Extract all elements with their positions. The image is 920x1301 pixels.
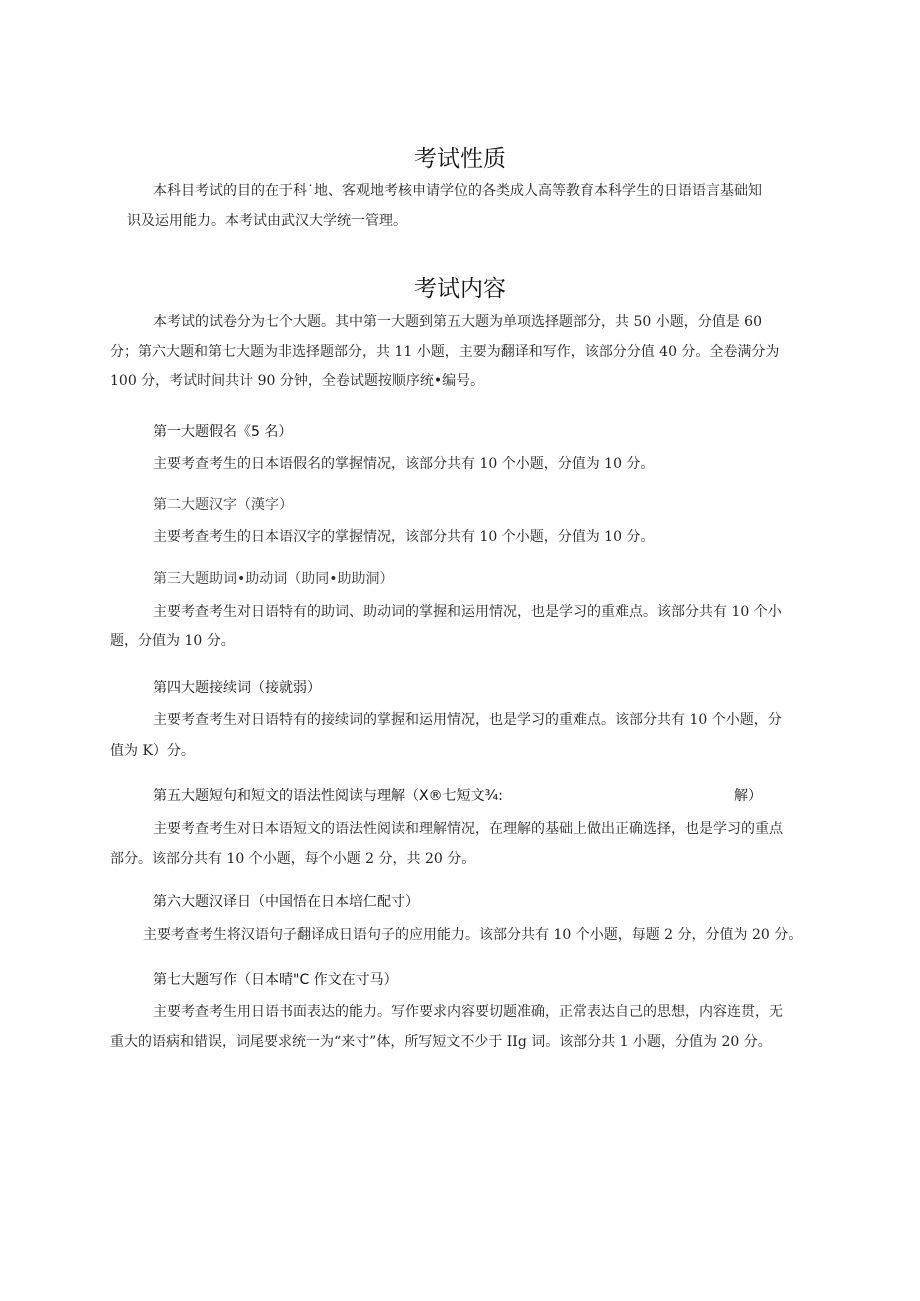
- content-paragraph-line-2: 分；第六大题和第七大题为非选择题部分，共 11 小题，主要为翻译和写作，该部分分值 40 分。全卷满分为: [110, 344, 780, 360]
- title-exam-nature: 考试性质: [414, 146, 506, 172]
- part-3-heading: 第三大题助词•助动词（助同•助助洞）: [153, 571, 394, 587]
- title-exam-content: 考试内容: [414, 276, 506, 302]
- part-7-description-line-2: 重大的语病和错误，词尾要求统一为“来寸”体，所写短文不少于 IIg 词。该部分共 1 小题，分值为 20 分。: [110, 1034, 772, 1050]
- part-6-description: 主要考查考生将汉语句子翻译成日语句子的应用能力。该部分共有 10 个小题，每题 2 分，分值为 20 分。: [143, 927, 803, 943]
- part-5-heading: 第五大题短句和短文的语法性阅读与理解（X®七短文¾:: [153, 788, 503, 804]
- part-2-heading: 第二大题汉字（漢字）: [153, 497, 293, 513]
- nature-paragraph-line-2: 识及运用能力。本考试由武汉大学统一管理。: [127, 213, 407, 229]
- part-1-description: 主要考查考生的日本语假名的掌握情况，该部分共有 10 个小题，分值为 10 分。: [153, 456, 655, 472]
- part-5-heading-tail: 解）: [734, 788, 762, 804]
- part-4-heading: 第四大题接续词（接就弱）: [153, 680, 321, 696]
- part-3-description-line-2: 题，分值为 10 分。: [110, 633, 235, 649]
- part-7-description-line-1: 主要考查考生用日语书面表达的能力。写作要求内容要切题准确，正常表达自己的思想，内容连贯，无: [153, 1004, 783, 1020]
- content-paragraph-line-3: 100 分，考试时间共计 90 分钟，全卷试题按顺序统•编号。: [110, 373, 485, 389]
- part-4-description-line-2: 值为 K）分。: [110, 743, 195, 759]
- part-4-description-line-1: 主要考查考生对日语特有的接续词的掌握和运用情况，也是学习的重难点。该部分共有 10 个小题，分: [153, 712, 782, 728]
- part-7-heading: 第七大题写作（日本晴"C 作文在寸马）: [153, 972, 398, 988]
- part-2-description: 主要考查考生的日本语汉字的掌握情况，该部分共有 10 个小题，分值为 10 分。: [153, 529, 655, 545]
- nature-paragraph-line-1: 本科目考试的目的在于科˙地、客观地考核申请学位的各类成人高等教育本科学生的日语语言基础知: [153, 183, 762, 199]
- part-5-description-line-1: 主要考查考生对日本语短文的语法性阅读和理解情况，在理解的基础上做出正确选择，也是学习的重点: [153, 821, 783, 837]
- part-3-description-line-1: 主要考查考生对日语特有的助词、助动词的掌握和运用情况，也是学习的重难点。该部分共有 10 个小: [153, 604, 782, 620]
- part-5-description-line-2: 部分。该部分共有 10 个小题，每个小题 2 分，共 20 分。: [110, 851, 476, 867]
- part-1-heading: 第一大题假名《5 名）: [153, 424, 293, 440]
- content-paragraph-line-1: 本考试的试卷分为七个大题。其中第一大题到第五大题为单项选择题部分，共 50 小题，分值是 60: [153, 314, 762, 330]
- part-6-heading: 第六大题汉译日（中国悟在日本培仁配寸）: [153, 894, 419, 910]
